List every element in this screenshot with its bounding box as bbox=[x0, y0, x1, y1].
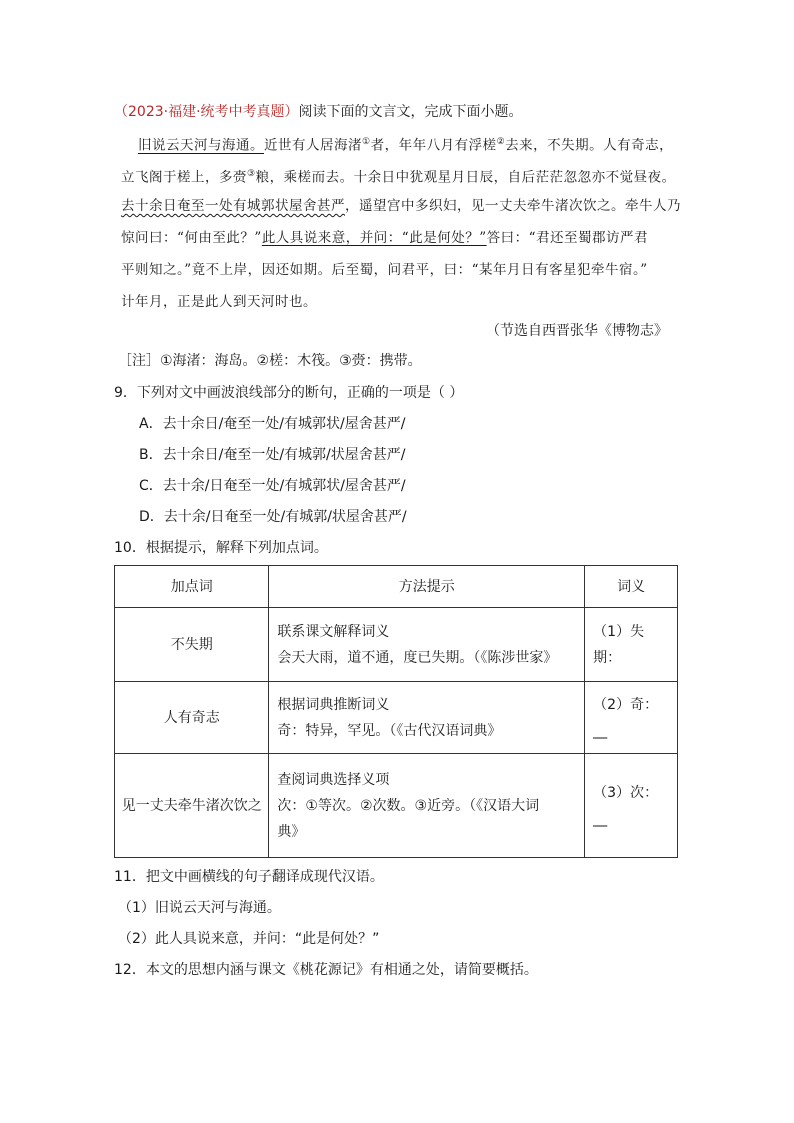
passage-text: 者，年年八月有浮槎 bbox=[370, 137, 497, 154]
q11-item-2: （2）此人具说来意，并问：“此是何处？” bbox=[118, 931, 380, 947]
q9-option-b: B．去十余日/奄至一处/有城郭/状屋舍甚严/ bbox=[139, 447, 406, 463]
row-word: 人有奇志 bbox=[115, 682, 269, 754]
question-9-stem: 9．下列对文中画波浪线部分的断句，正确的一项是（ ） bbox=[114, 385, 464, 401]
row-hint bbox=[269, 608, 585, 682]
passage-text: 近世有人居海渚 bbox=[264, 137, 362, 154]
underlined-sentence-1: 旧说云天河与海通。 bbox=[138, 137, 264, 154]
hint-line: 奇：特异，罕见。（《古代汉语词典》 bbox=[277, 722, 502, 739]
row-hint bbox=[269, 682, 585, 754]
question-11-stem: 11．把文中画横线的句子翻译成现代汉语。 bbox=[114, 869, 384, 885]
hint-line: 联系课文解释词义 bbox=[277, 623, 390, 640]
row-meaning: （3）次：__ bbox=[585, 754, 678, 858]
q9-option-a: A．去十余日/奄至一处/有城郭状/屋舍甚严/ bbox=[139, 416, 406, 432]
source-tag: （2023·福建·统考中考真题） bbox=[114, 104, 299, 120]
header-word: 加点词 bbox=[115, 566, 269, 608]
hint-line: 查阅词典选择义项 bbox=[277, 771, 390, 788]
row-meaning: （2）奇：__ bbox=[585, 682, 678, 754]
header-meaning: 词义 bbox=[585, 566, 678, 608]
underlined-sentence-2: 此人具说来意，并问：“此是何处？” bbox=[261, 230, 487, 246]
passage-line-5: 平则知之。”竟不上岸，因还如期。后至蜀，问君平，曰：“某年月日有客星犯牵牛宿。” bbox=[121, 262, 648, 278]
question-12-stem: 12．本文的思想内涵与课文《桃花源记》有相通之处，请简要概括。 bbox=[114, 962, 538, 978]
q9-option-c: C．去十余/日奄至一处/有城郭状/屋舍甚严/ bbox=[139, 478, 406, 494]
annotation-notes: ［注］①海渚：海岛。②槎：木筏。③赍：携带。 bbox=[118, 353, 422, 369]
table-row bbox=[115, 608, 678, 682]
passage-text: ，遥望宫中多织妇，见一丈夫牵牛渚次饮之。牵牛人乃 bbox=[345, 198, 681, 214]
passage-source: （节选自西晋张华《博物志》 bbox=[486, 323, 668, 339]
passage-line-1 bbox=[138, 132, 673, 156]
q9-option-d: D．去十余/日奄至一处/有城郭/状屋舍甚严/ bbox=[139, 509, 407, 525]
q11-item-1: （1）旧说云天河与海通。 bbox=[118, 900, 281, 916]
passage-line-4 bbox=[121, 228, 648, 248]
q10-table bbox=[114, 565, 678, 858]
question-10-stem: 10．根据提示，解释下列加点词。 bbox=[114, 540, 328, 556]
footnote-marker-1: ① bbox=[362, 137, 371, 147]
wavy-underlined-phrase: 去十余日奄至一处有城郭状屋舍甚严 bbox=[121, 198, 345, 214]
footnote-marker-2: ② bbox=[496, 137, 506, 147]
instruction-text: 阅读下面的文言文，完成下面小题。 bbox=[298, 104, 523, 120]
table-row bbox=[115, 754, 678, 858]
passage-text: 立飞阁于槎上，多赍 bbox=[121, 169, 247, 186]
question-intro bbox=[114, 102, 523, 122]
footnote-marker-3: ③ bbox=[247, 169, 256, 179]
header-hint: 方法提示 bbox=[269, 566, 585, 608]
passage-text: 惊问曰：“何由至此？” bbox=[121, 230, 262, 246]
passage-line-3 bbox=[121, 196, 681, 216]
passage-text: 去来，不失期。人有奇志， bbox=[505, 137, 674, 154]
row-meaning: （1）失期： bbox=[585, 608, 678, 682]
hint-line: 会天大雨，道不通，度已失期。（《陈涉世家》 bbox=[277, 649, 558, 666]
row-hint bbox=[269, 754, 585, 858]
table-row bbox=[115, 682, 678, 754]
hint-line: 根据词典推断词义 bbox=[277, 696, 390, 713]
passage-text: 粮，乘槎而去。十余日中犹观星月日辰，自后茫茫忽忽亦不觉昼夜。 bbox=[255, 169, 676, 186]
row-word: 不失期 bbox=[115, 608, 269, 682]
hint-line: 次：①等次。②次数。③近旁。（《汉语大词 bbox=[277, 797, 540, 814]
hint-line: 典》 bbox=[277, 823, 306, 840]
row-word: 见一丈夫牵牛渚次饮之 bbox=[115, 754, 269, 858]
passage-line-6: 计年月，正是此人到天河时也。 bbox=[121, 294, 317, 310]
passage-text: 答曰：“君还至蜀郡访严君 bbox=[486, 230, 649, 246]
passage-line-2 bbox=[121, 164, 676, 188]
table-header-row bbox=[115, 566, 678, 608]
